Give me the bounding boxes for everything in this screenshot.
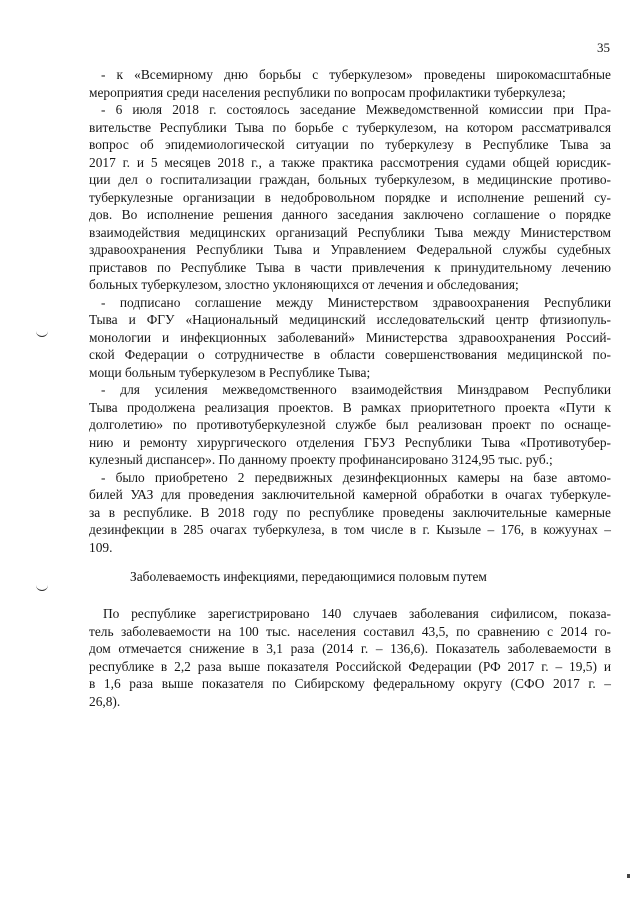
text-line: мероприятия среди населения республики по вопросам профилактики туберкулеза;	[89, 84, 566, 100]
text-line: ской Федерации о сотрудничестве в области совершенствования медицинской по-	[89, 347, 611, 362]
text-line: 26,8).	[89, 693, 121, 709]
text-line: ции дел о госпитализации граждан, больных туберкулезом, в медицинские противо-	[89, 172, 611, 187]
text-line: вопрос об эпидемиологической ситуации по туберкулезу в Республике Тыва за	[89, 137, 611, 152]
text-line: монологии и инфекционных заболеваний» Министерства здравоохранения Россий-	[89, 329, 611, 345]
scan-artifact	[627, 874, 630, 878]
section-heading: Заболеваемость инфекциями, передающимися половым путем	[130, 569, 487, 584]
text-line: - для усиления межведомственного взаимодействия Минздравом Республики	[101, 382, 611, 397]
text-line: - подписано соглашение между Министерством здравоохранения Республики	[101, 294, 611, 310]
text-line: дов. Во исполнение решения данного заседания заключено соглашение о порядке	[89, 207, 611, 222]
text-line: взаимодействия медицинских организаций Республики Тыва между Министерством	[89, 224, 611, 240]
paragraph	[89, 66, 611, 101]
text-line: билей УАЗ для проведения заключительной камерной обработки в очагах туберкуле-	[89, 487, 611, 502]
text-line: - 6 июля 2018 г. состоялось заседание Межведомственной комиссии при Пра-	[101, 102, 611, 117]
margin-pen-mark	[36, 584, 48, 591]
text-line: мощи больным туберкулезом в Республике Тыва;	[89, 364, 371, 380]
text-line: дом отмечается снижение в 3,1 раза (2014 г. – 136,6). Показатель заболеваемости в	[89, 641, 611, 656]
text-line: кулезный диспансер». По данному проекту профинансировано 3124,95 тыс. руб.;	[89, 452, 553, 467]
document-body-top	[89, 66, 611, 556]
paragraph	[89, 381, 611, 469]
text-line: приставов по Республике Тыва в части привлечения к принудительному лечению	[89, 259, 611, 275]
text-line: в 1,6 раза выше показателя по Сибирскому федеральному округу (СФО 2017 г. –	[89, 676, 611, 691]
margin-pen-mark	[36, 330, 48, 337]
text-line: Тыва и ФГУ «Национальный медицинский исследовательский центр фтизиопуль-	[89, 312, 611, 327]
text-line: - к «Всемирному дню борьбы с туберкулезом» проведены широкомасштабные	[101, 67, 611, 82]
text-line: за в республике. В 2018 году по республике проведены заключительные камерные	[89, 504, 611, 520]
text-line: 109.	[89, 539, 113, 555]
paragraph	[89, 101, 611, 294]
page-number: 35	[597, 40, 610, 55]
text-line: нию и ремонту хирургического отделения ГБУЗ Республики Тыва «Противотубер-	[89, 434, 611, 450]
text-line: Тыва продолжена реализация проектов. В рамках приоритетного проекта «Пути к	[89, 399, 611, 415]
document-body-bottom	[89, 605, 611, 710]
text-line: 2017 г. и 5 месяцев 2018 г., а также практика рассмотрения судами общей юрисдик-	[89, 154, 611, 170]
paragraph	[89, 469, 611, 557]
text-line: - было приобретено 2 передвижных дезинфекционных камеры на базе автомо-	[101, 469, 611, 485]
text-line: республике в 2,2 раза выше показателя Российской Федерации (РФ 2017 г. – 19,5) и	[89, 658, 611, 674]
text-line: больных туберкулезом, злостно уклоняющихся от лечения и обследования;	[89, 277, 519, 292]
paragraph	[89, 294, 611, 382]
text-line: дезинфекции в 285 очагах туберкулеза, в том числе в г. Кызыле – 176, в кожуунах –	[89, 522, 611, 537]
text-line: По республике зарегистрировано 140 случаев заболевания сифилисом, показа-	[103, 606, 611, 621]
text-line: туберкулезные организации в недобровольном порядке и исполнение решений су-	[89, 189, 611, 205]
text-line: здравоохранения Республики Тыва и Управлением Федеральной службы судебных	[89, 242, 611, 257]
text-line: долголетию» по противотуберкулезной службе был реализован проект по оснаще-	[89, 417, 611, 432]
paragraph	[89, 605, 611, 710]
text-line: тель заболеваемости на 100 тыс. населения составил 43,5, по сравнению с 2014 го-	[89, 623, 611, 639]
text-line: вительстве Республики Тыва по борьбе с туберкулезом, на котором рассматривался	[89, 119, 611, 135]
